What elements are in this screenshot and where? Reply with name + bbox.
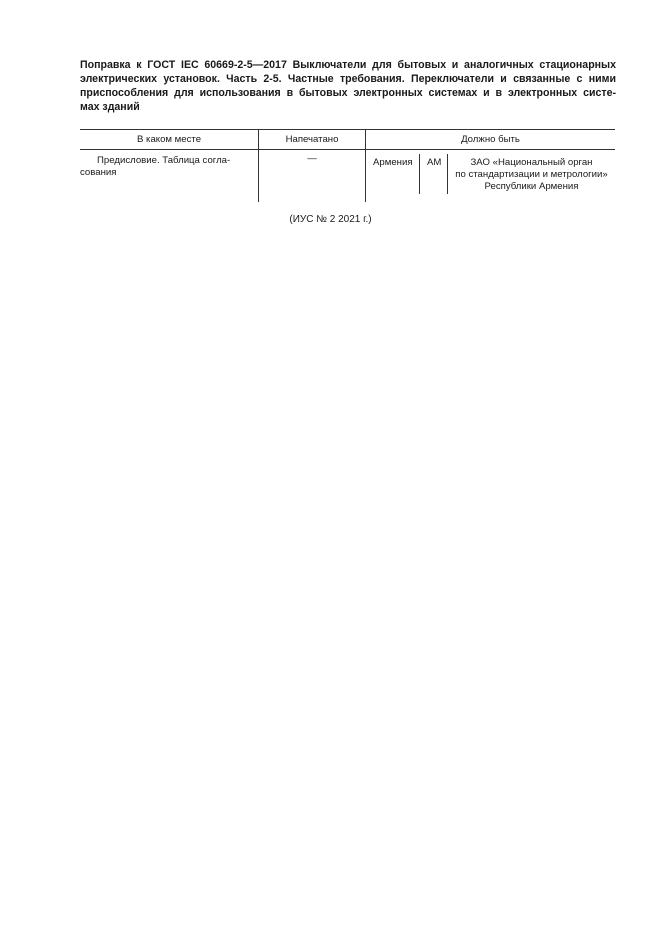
row-org-line-1: ЗАО «Национальный орган — [470, 157, 593, 168]
row-where-line-2: сования — [80, 167, 117, 178]
row-org-line-3: Республики Армения — [484, 181, 579, 192]
amendment-title — [80, 58, 616, 114]
header-printed: Напечатано — [285, 134, 339, 145]
row-code: AM — [427, 157, 442, 168]
footer-ius-reference: (ИУС № 2 2021 г.) — [289, 214, 372, 225]
title-line-2: электрических установок. Часть 2-5. Частные требования. Переключатели и связанные с ними — [80, 73, 616, 85]
row-org-line-2: по стандартизации и метрологии» — [455, 169, 608, 180]
table-header-rule — [80, 149, 615, 150]
title-line-4: мах зданий — [80, 101, 140, 113]
table-top-rule — [80, 129, 615, 130]
subcolumn-divider-1 — [419, 154, 420, 194]
row-where-line-1: Предисловие. Таблица согла- — [97, 155, 231, 166]
row-country: Армения — [373, 157, 413, 168]
row-printed: — — [307, 153, 317, 164]
header-where: В каком месте — [136, 134, 202, 145]
header-should-be: Должно быть — [461, 134, 520, 145]
title-line-1: Поправка к ГОСТ IEC 60669-2-5—2017 Выключатели для бытовых и аналогичных стационарных — [80, 59, 616, 71]
title-line-3: приспособления для использования в бытовых электронных системах и в электронных систе- — [80, 87, 616, 99]
